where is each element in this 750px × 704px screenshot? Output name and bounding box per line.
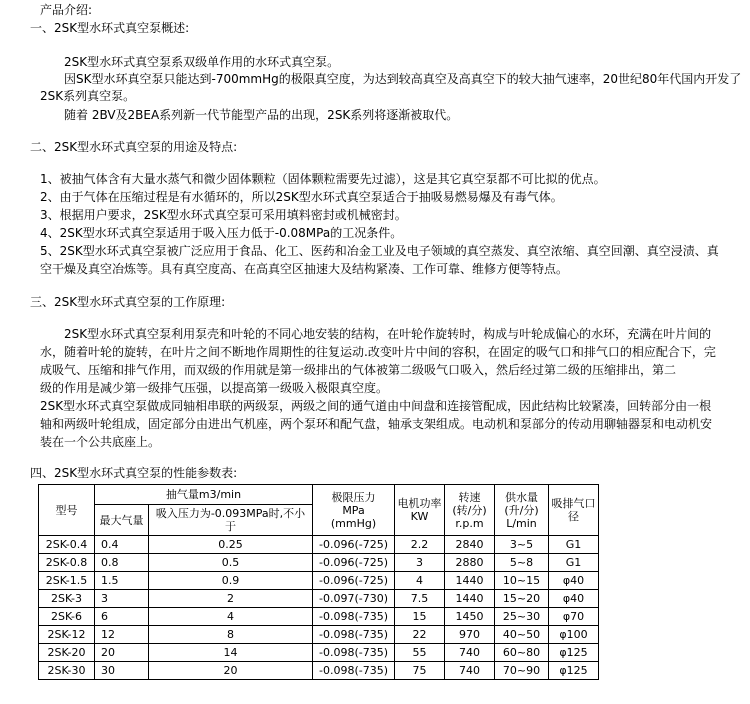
section-3-para-6: 轴和两级叶轮组成，固定部分由进出气机座，两个泵环和配气盘，轴承支架组成。电动机和泵部分的传动用聊轴器泵和电动机安 [40,417,713,431]
cell-pressure: -0.096(-725) [313,554,395,572]
header-water-unit2: L/min [506,516,537,530]
cell-speed: 740 [445,644,495,662]
section-3-para-5: 2SK型水环式真空泵做成同轴相串联的两级泵，两级之间的通气道由中间盘和连接管配成，因此结构比较紧凑，回转部分由一根 [40,399,712,413]
cell-water: 15~20 [495,590,549,608]
cell-power: 15 [395,608,445,626]
section-2-item-2: 2、由于气体在压缩过程是有水循环的，所以2SK型水环式真空泵适合于抽吸易燃易爆及有毒气体。 [40,190,563,204]
header-speed [445,485,495,536]
table-row [39,644,599,662]
cell-min-flow: 2 [149,590,313,608]
cell-speed: 2840 [445,536,495,554]
cell-model: 2SK-12 [39,626,95,644]
cell-water: 40~50 [495,626,549,644]
header-pressure-unit2: (mmHg) [330,516,377,530]
header-model: 型号 [39,485,95,536]
table-row [39,554,599,572]
header-water-label: 供水量 [505,490,538,504]
section-1-para-4: 随着 2BV及2BEA系列新一代节能型产品的出现，2SK系列将逐渐被取代。 [64,108,459,122]
cell-max-flow: 1.5 [95,572,149,590]
header-speed-label: 转速 [458,490,481,504]
header-port: 吸排气口径 [549,485,599,536]
cell-max-flow: 30 [95,662,149,680]
cell-port: G1 [549,536,599,554]
cell-port: φ125 [549,644,599,662]
cell-power: 3 [395,554,445,572]
cell-speed: 1440 [445,590,495,608]
header-speed-unit1: (转/分) [452,503,487,517]
cell-water: 10~15 [495,572,549,590]
cell-water: 25~30 [495,608,549,626]
table-row [39,608,599,626]
cell-model: 2SK-0.4 [39,536,95,554]
cell-port: φ100 [549,626,599,644]
cell-port: G1 [549,554,599,572]
cell-max-flow: 0.8 [95,554,149,572]
cell-pressure: -0.098(-735) [313,644,395,662]
cell-port: φ70 [549,608,599,626]
cell-speed: 970 [445,626,495,644]
header-pressure-unit1: MPa [342,503,365,517]
cell-power: 22 [395,626,445,644]
cell-power: 55 [395,644,445,662]
cell-power: 4 [395,572,445,590]
section-2-item-3: 3、根据用户要求，2SK型水环式真空泵可采用填料密封或机械密封。 [40,208,407,222]
header-power-unit: KW [410,510,429,523]
performance-table [38,484,599,680]
table-row [39,626,599,644]
cell-min-flow: 0.25 [149,536,313,554]
cell-water: 60~80 [495,644,549,662]
header-power-label: 电机功率 [397,497,442,510]
cell-speed: 1450 [445,608,495,626]
cell-max-flow: 3 [95,590,149,608]
header-flow-max: 最大气量 [95,505,149,536]
cell-max-flow: 12 [95,626,149,644]
cell-water: 5~8 [495,554,549,572]
section-3-para-1: 2SK型水环式真空泵利用泵壳和叶轮的不同心地安装的结构，在叶轮作旋转时，构成与叶轮成偏心的水环，充满在叶片间的 [64,327,712,341]
section-2-item-1: 1、被抽气体含有大量水蒸气和微少固体颗粒（固体颗粒需要先过滤），这是其它真空泵都不可比拟的优点。 [40,172,606,186]
cell-min-flow: 8 [149,626,313,644]
section-4-heading: 四、2SK型水环式真空泵的性能参数表: [30,466,238,480]
cell-min-flow: 20 [149,662,313,680]
header-flow-at: 吸入压力为-0.093MPa时,不小于 [149,505,313,536]
cell-model: 2SK-20 [39,644,95,662]
cell-pressure: -0.096(-725) [313,572,395,590]
cell-power: 2.2 [395,536,445,554]
header-flow: 抽气量m3/min [95,485,313,505]
section-3-para-4: 级的作用是减少第一级排气压强，以提高第一级吸入极限真空度。 [40,381,389,395]
section-1-para-2: 因SK型水环真空泵只能达到-700mmHg的极限真空度，为达到较高真空及高真空下的较大抽气速率，20世纪80年代国内开发了 [64,72,742,86]
header-water [495,485,549,536]
cell-pressure: -0.098(-735) [313,626,395,644]
table-row [39,572,599,590]
header-speed-unit2: r.p.m [455,516,484,530]
cell-pressure: -0.097(-730) [313,590,395,608]
cell-power: 7.5 [395,590,445,608]
section-2-item-5-cont: 空干燥及真空冶炼等。具有真空度高、在高真空区抽速大及结构紧凑、工作可靠、维修方便等特点。 [40,262,569,276]
cell-model: 2SK-1.5 [39,572,95,590]
section-3-para-3: 成吸气、压缩和排气作用，而双级的作用就是第一级排出的气体被第二级吸气口吸入，然后经过第二级的压缩排出，第二 [40,363,677,377]
section-3-para-2: 水，随着叶轮的旋转，在叶片之间不断地作周期性的往复运动.改变叶片中间的容积，在固定的吸气口和排气口的相应配合下，完 [40,345,716,359]
cell-model: 2SK-3 [39,590,95,608]
table-row [39,536,599,554]
cell-port: φ40 [549,572,599,590]
cell-max-flow: 6 [95,608,149,626]
cell-model: 2SK-30 [39,662,95,680]
section-1-heading: 一、2SK型水环式真空泵概述: [30,21,190,35]
header-pressure-label: 极限压力 [331,490,376,504]
section-1-para-3: 2SK系列真空泵。 [40,89,136,103]
cell-min-flow: 4 [149,608,313,626]
header-pressure [313,485,395,536]
cell-model: 2SK-6 [39,608,95,626]
cell-speed: 2880 [445,554,495,572]
cell-min-flow: 14 [149,644,313,662]
cell-min-flow: 0.9 [149,572,313,590]
cell-port: φ125 [549,662,599,680]
section-3-heading: 三、2SK型水环式真空泵的工作原理: [30,295,226,309]
section-3-para-7: 装在一个公共底座上。 [40,435,161,449]
header-power [395,485,445,536]
cell-port: φ40 [549,590,599,608]
table-row [39,662,599,680]
cell-pressure: -0.098(-735) [313,608,395,626]
page-title: 产品介绍: [40,3,93,17]
cell-model: 2SK-0.8 [39,554,95,572]
cell-pressure: -0.096(-725) [313,536,395,554]
cell-max-flow: 0.4 [95,536,149,554]
cell-speed: 1440 [445,572,495,590]
section-2-heading: 二、2SK型水环式真空泵的用途及特点: [30,140,238,154]
section-1-para-1: 2SK型水环式真空泵系双级单作用的水环式真空泵。 [64,55,340,69]
cell-speed: 740 [445,662,495,680]
cell-water: 3~5 [495,536,549,554]
table-row [39,590,599,608]
section-2-item-4: 4、2SK型水环式真空泵适用于吸入压力低于-0.08MPa的工况条件。 [40,226,403,240]
header-water-unit1: (升/分) [504,503,539,517]
cell-water: 70~90 [495,662,549,680]
section-2-item-5: 5、2SK型水环式真空泵被广泛应用于食品、化工、医药和冶金工业及电子领域的真空蒸发、真空浓缩、真空回潮、真空浸渍、真 [40,244,719,258]
cell-power: 75 [395,662,445,680]
cell-min-flow: 0.5 [149,554,313,572]
cell-pressure: -0.098(-735) [313,662,395,680]
cell-max-flow: 20 [95,644,149,662]
